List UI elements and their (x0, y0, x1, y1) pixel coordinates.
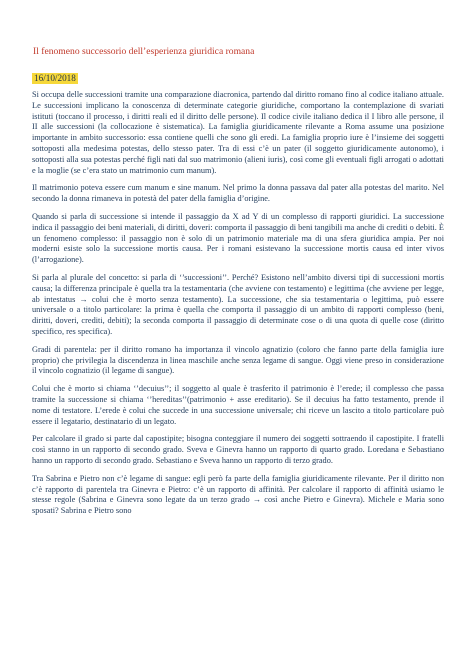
paragraph-8: Tra Sabrina e Pietro non c’è legame di sangue: egli però fa parte della famiglia giuridicamente rilevante. Per il diritto non c’è rapporto di parentela tra Ginevra e Pietro: c’è un rapporto di affinità. Per calcolare il rapporto di affinità usiamo le stesse regole (Sabrina e Ginevra sono legate da un terzo grado → così anche Pietro e Ginevra). Michele e Maria sono sposati? Sabrina e Pietro sono (32, 473, 444, 516)
paragraph-6: Colui che è morto si chiama ‘’decuius’’; il soggetto al quale è trasferito il patrimonio è l’erede; il complesso che passa tramite la successione si chiama ‘’hereditas’’(patrimonio + asse ereditario). Se il decuius ha fatto testamento, prende il nome di testatore. L’erede è colui che succede in una successione universale; chi riceve un lascito a titolo particolare può essere il legatario, destinatario di un legato. (32, 384, 444, 426)
document-title: Il fenomeno successorio dell’esperienza giuridica romana (33, 46, 255, 57)
paragraph-5: Gradi di parentela: per il diritto romano ha importanza il vincolo agnatizio (coloro che fanno parte della famiglia iure proprio) che privilegia la discendenza in linea maschile anche senza legame di sangue. Oggi viene preso in considerazione il vincolo cognatizio (il legame di sangue). (32, 344, 444, 376)
paragraph-7: Per calcolare il grado si parte dal capostipite; bisogna conteggiare il numero dei soggetti sottraendo il capostipite. I fratelli così stanno in un rapporto di secondo grado. Sveva e Ginevra hanno un rapporto di quarto grado. Loredana e Sebastiano hanno un rapporto di secondo grado. Sebastiano e Sveva hanno un rapporto di terzo grado. (32, 434, 444, 465)
paragraph-2: Il matrimonio poteva essere cum manum e sine manum. Nel primo la donna passava dal pater alla potestas del marito. Nel secondo la donna rimaneva in potestà del pater della famiglia d’origine. (32, 183, 444, 204)
document-date: 16/10/2018 (34, 73, 76, 83)
paragraph-1: Si occupa delle successioni tramite una comparazione diacronica, partendo dal diritto romano fino al codice italiano attuale. Le successioni implicano la conoscenza di determinate categorie giuridiche, comportano la contemplazione di svariati istituti (toccano il processo, i diritti reali ed il diritto delle persone). Il codice civile italiano dedica il I libro alle persone, il II alle successioni (la collocazione è sistematica). La famiglia giuridicamente rilevante a Roma assume una posizione importante in ambito successorio: essa contiene quelli che sono gli eredi. La famiglia proprio iure è l’insieme dei soggetti sottoposti alla medesima potestas, dello stesso pater. Tra di essi c’è un pater (il soggetto giuridicamente autonomo), i sottoposti alla sua potestas perché figli nati dal suo matrimonio (alieni iuris), così come gli eventuali figli arrogati o adottati e la moglie (se c’era stato un matrimonio cum manum). (32, 90, 444, 175)
paragraph-3: Quando si parla di successione si intende il passaggio da X ad Y di un complesso di rapporti giuridici. La successione indica il passaggio dei beni materiali, di diritti, doveri: comporta il passaggio di beni tangibili ma anche di crediti o debiti. È un fenomeno complesso: il passaggio non è solo di un patrimonio materiale ma di una sfera giuridica ampia. Per noi moderni esiste solo la successione mortis causa. Per i romani esistevano la successione mortis causa ed inter vivos (l’arrogazione). (32, 211, 444, 265)
paragraph-4: Si parla al plurale del concetto: si parla di ‘’successioni’’. Perché? Esistono nell’ambito diversi tipi di successioni mortis causa; la differenza principale è quella tra la testamentaria (che avviene con testamento) e legittima (che avviene per legge, ab intestatus → colui che è morto senza testamento). La successione, che sia testamentaria o legittima, può essere universale o a titolo particolare: la prima è quella che comporta il passaggio di un ambito di rapporti complesso (beni, diritti, doveri, crediti, debiti); la seconda comporta il passaggio di determinate cose o di una quota di quelle cose (diritto specifico, res specifica). (32, 272, 444, 336)
document-page (30, 46, 444, 524)
